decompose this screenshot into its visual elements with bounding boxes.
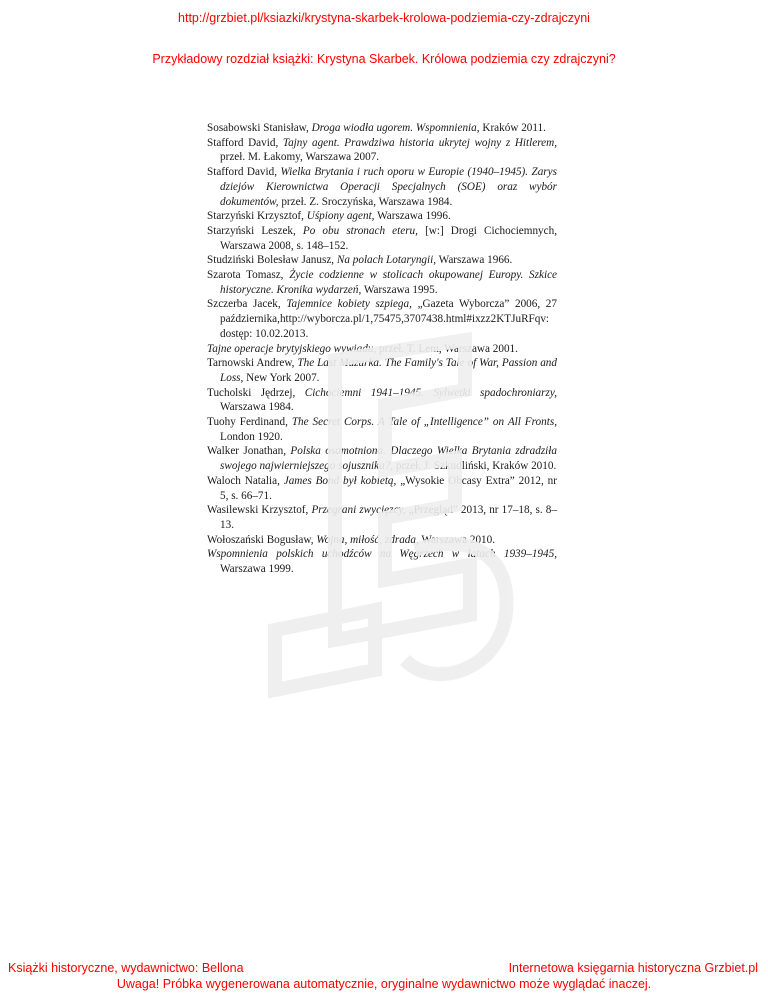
bibliography-entry: [207, 386, 557, 415]
entry-author: Walker Jonathan,: [207, 445, 291, 458]
entry-author: Stafford David,: [207, 136, 283, 149]
entry-title: Życie codzienne w stolicach okupowanej Europy. Szkice historyczne. Kronika wydarzeń,: [220, 269, 557, 296]
entry-title: Tajemnice kobiety szpiega,: [286, 298, 412, 311]
entry-publication: Warszawa 1995.: [363, 283, 438, 296]
entry-publication: London 1920.: [220, 430, 283, 443]
entry-title: Tajne operacje brytyjskiego wywiadu,: [207, 342, 377, 355]
entry-author: Waloch Natalia,: [207, 474, 284, 487]
bibliography-entry: [207, 356, 557, 385]
entry-author: Starzyński Leszek,: [207, 224, 303, 237]
header-url: http://grzbiet.pl/ksiazki/krystyna-skarbek-krolowa-podziemia-czy-zdrajczyni: [178, 11, 590, 25]
entry-author: Tuohy Ferdinand,: [207, 416, 292, 429]
entry-title: The Secret Corps. A Tale of „Intelligence” on All Fronts,: [291, 416, 557, 429]
bibliography-entry: [207, 121, 557, 136]
entry-publication: przeł. M. Łakomy, Warszawa 2007.: [220, 151, 380, 164]
entry-title: Wspomnienia polskich uchodźców na Węgrzech w latach 1939–1945,: [207, 548, 557, 561]
entry-author: Szczerba Jacek,: [207, 298, 287, 311]
bibliography-entry: [207, 533, 557, 548]
bibliography-entry: [207, 165, 557, 209]
entry-title: Tajny agent. Prawdziwa historia ukrytej wojny z Hitlerem,: [282, 136, 557, 149]
bibliography-entry: [207, 136, 557, 165]
bibliography-entry: [207, 503, 557, 532]
entry-author: Tucholski Jędrzej,: [207, 386, 305, 399]
bibliography-entry: [207, 253, 557, 268]
entry-title: Cichociemni 1941–1945. Sylwetki spadochroniarzy,: [304, 386, 558, 399]
bibliography-entry: [207, 297, 557, 341]
entry-publication: przeł. Z. Sroczyńska, Warszawa 1984.: [281, 195, 453, 208]
entry-publication: „Przegląd” 2013, nr 17–18, s. 8–13.: [220, 504, 557, 531]
entry-publication: [w:] Drogi Cichociemnych, Warszawa 2008, s. 148–152.: [220, 224, 558, 252]
footer-right: Internetowa księgarnia historyczna Grzbiet.pl: [508, 961, 758, 975]
entry-publication: „Gazeta Wyborcza” 2006, 27 października,http://wyborcza.pl/1,75475,3707438.html#ixzz2KTJuRFqv: dostęp: 10.02.2013.: [220, 298, 557, 340]
entry-publication: Warszawa 1984.: [220, 401, 294, 414]
entry-title: Na polach Lotaryngii,: [336, 254, 437, 267]
entry-author: Sosabowski Stanisław,: [207, 122, 312, 134]
entry-title: Wojna, miłość, zdrada,: [316, 533, 419, 546]
bibliography-entry: [207, 547, 557, 576]
entry-author: Szarota Tomasz,: [207, 269, 290, 282]
bibliography-entry: [207, 224, 557, 253]
entry-author: Starzyński Krzysztof,: [207, 210, 307, 223]
bibliography-list: [207, 121, 557, 577]
entry-title: Po obu stronach eteru,: [302, 224, 418, 237]
header-subtitle: Przykładowy rozdział książki: Krystyna Skarbek. Królowa podziemia czy zdrajczyni?: [152, 52, 616, 66]
footer-left: Książki historyczne, wydawnictwo: Bellona: [8, 961, 244, 975]
footer-note: Uwaga! Próbka wygenerowana automatycznie, oryginalne wydawnictwo może wyglądać inaczej.: [116, 977, 652, 991]
bibliography-entry: [207, 415, 557, 444]
entry-author: Wasilewski Krzysztof,: [207, 504, 312, 517]
entry-title: Uśpiony agent,: [306, 210, 375, 223]
entry-publication: „Wysokie Obcasy Extra” 2012, nr 5, s. 66–71.: [220, 474, 557, 502]
entry-publication: New York 2007.: [246, 371, 320, 384]
entry-publication: przeł. J. Szkudliński, Kraków 2010.: [395, 460, 557, 473]
bibliography-entry: [207, 268, 557, 297]
entry-title: The Last Mazurka. The Family's Tale of War, Passion and Loss,: [220, 357, 557, 384]
entry-publication: przeł. T. Lem, Warszawa 2001.: [379, 342, 518, 355]
entry-publication: Warszawa 2010.: [421, 533, 496, 546]
entry-author: Studziński Bolesław Janusz,: [207, 254, 337, 267]
bibliography-entry: [207, 209, 557, 224]
bibliography-entry: [207, 444, 557, 473]
bibliography-entry: [207, 474, 557, 503]
entry-author: Stafford David,: [207, 166, 281, 179]
bibliography-entry: [207, 342, 557, 357]
entry-publication: Kraków 2011.: [482, 122, 546, 134]
entry-author: Wołoszański Bogusław,: [207, 533, 317, 546]
entry-title: Droga wiodła ugorem. Wspomnienia,: [311, 122, 480, 134]
entry-title: Wielka Brytania i ruch oporu w Europie (1940–1945). Zarys dziejów Kierownictwa Operacji Specjalnych (SOE) oraz wybór dokumentów,: [220, 166, 557, 208]
entry-publication: Warszawa 1966.: [438, 254, 513, 267]
entry-publication: Warszawa 1999.: [220, 563, 294, 576]
entry-title: Polska osamotniona. Dlaczego Wielka Brytania zdradziła swojego najwierniejszego sojusznika?,: [220, 445, 557, 473]
entry-title: James Bond był kobietą,: [283, 474, 397, 487]
entry-publication: Warszawa 1996.: [377, 210, 451, 223]
entry-author: Tarnowski Andrew,: [207, 357, 298, 370]
entry-title: Przegrani zwycięzcy,: [311, 504, 406, 517]
